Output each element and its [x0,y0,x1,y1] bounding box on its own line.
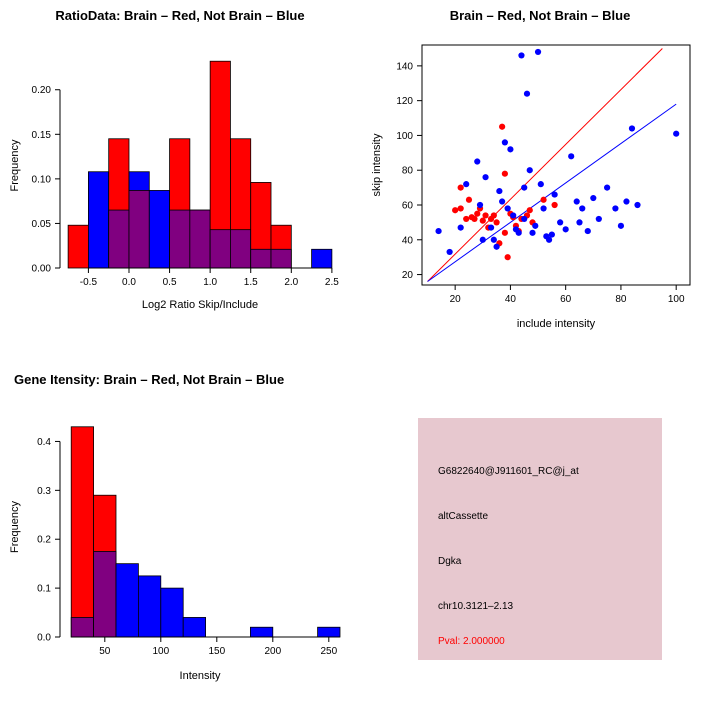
data-point [518,52,524,58]
hist-ratio-plot [0,23,360,343]
x-tick-label: 2.0 [284,277,299,288]
hist-bar [312,249,332,268]
data-point [482,212,488,218]
x-tick-label: 50 [99,646,111,657]
data-point [604,185,610,191]
data-point [623,198,629,204]
x-axis-label: Intensity [179,670,221,682]
data-point [499,198,505,204]
data-point [493,244,499,250]
x-axis-label: include intensity [516,318,596,330]
data-point [549,231,555,237]
data-point [493,219,499,225]
data-point [477,202,483,208]
plot-frame [422,45,690,285]
data-point [502,230,508,236]
scatter-plot [360,23,720,343]
data-point [516,230,522,236]
data-point [634,202,640,208]
hist-bar [149,190,169,268]
data-point [458,185,464,191]
hist-bar [68,225,88,268]
x-tick-label: 1.5 [243,277,258,288]
data-point [521,185,527,191]
data-point [496,188,502,194]
y-tick-label: 0.2 [37,534,51,546]
y-tick-label: 20 [401,270,413,282]
data-point [480,218,486,224]
data-point [529,230,535,236]
hist-bar-overlap [129,190,149,268]
x-tick-label: 0.5 [162,277,177,288]
x-tick-label: 250 [320,646,338,657]
data-point [612,205,618,211]
y-tick-label: 140 [396,61,413,73]
y-tick-label: 80 [401,165,413,177]
y-axis-label: Frequency [9,501,21,553]
data-point [507,146,513,152]
hist-bar [116,564,138,637]
hist-intensity-plot [0,387,360,707]
data-point [524,91,530,97]
data-point [463,216,469,222]
hist-ratio-bars [68,61,332,268]
data-point [521,216,527,222]
hist-bar [318,627,340,637]
hist-bar [88,172,108,268]
data-point [471,216,477,222]
info-pval: Pval: 2.000000 [438,636,505,647]
data-point [458,205,464,211]
hist-bar [71,427,93,637]
y-tick-label: 100 [396,130,413,142]
data-point [629,125,635,131]
data-point [505,205,511,211]
data-point [474,211,480,217]
data-point [502,171,508,177]
hist-bar [138,576,160,637]
data-point [532,223,538,229]
data-point [499,124,505,130]
data-point [576,219,582,225]
data-point [538,181,544,187]
x-tick-label: 2.5 [324,277,339,288]
info-probe-id: G6822640@J911601_RC@j_at [438,466,579,477]
data-point [466,197,472,203]
y-axis-label: Frequency [9,139,21,192]
scatter-series [435,49,679,255]
x-axis-label: Log2 Ratio Skip/Include [141,299,259,311]
data-point [552,202,558,208]
data-point [579,205,585,211]
data-point [618,223,624,229]
hist-intensity-bars [71,427,340,637]
gene-info-box [418,418,662,660]
data-point [452,207,458,213]
hist-bar [161,588,183,637]
data-point [590,195,596,201]
y-tick-label: 0.4 [37,436,51,448]
data-point [673,131,679,137]
hist-bar-overlap [94,551,116,637]
scatter-title: Brain – Red, Not Brain – Blue [449,8,631,23]
info-locus: chr10.3121–2.13 [438,601,514,612]
data-point [546,237,552,243]
data-point [458,225,464,231]
hist-bar-overlap [251,249,271,268]
hist-bar-overlap [210,230,230,268]
y-tick-label: 0.00 [31,263,51,275]
data-point [482,174,488,180]
x-tick-label: 1.0 [203,277,218,288]
y-axis-label: skip intensity [371,133,383,197]
data-point [502,139,508,145]
y-tick-label: 120 [396,96,413,108]
panel-hist-intensity [0,372,360,720]
data-point [435,228,441,234]
y-tick-label: 0.15 [31,129,51,141]
fit-line-brain-fit [428,48,663,281]
x-tick-label: 40 [504,294,516,305]
hist-bar [183,617,205,637]
data-point [574,198,580,204]
data-point [505,254,511,260]
data-point [474,158,480,164]
y-tick-label: 0.10 [31,174,51,186]
y-tick-label: 0.0 [37,632,51,644]
y-tick-label: 0.1 [37,583,51,595]
data-point [585,228,591,234]
data-point [563,226,569,232]
y-tick-label: 0.3 [37,485,51,497]
x-tick-label: 0.0 [122,277,136,288]
data-point [527,207,533,213]
data-point [540,197,546,203]
data-point [557,219,563,225]
x-tick-label: 80 [615,294,627,305]
y-tick-label: 60 [401,200,413,212]
panel-scatter [360,8,720,358]
data-point [480,237,486,243]
data-point [491,237,497,243]
hist-bar-overlap [271,249,291,268]
y-tick-label: 0.20 [31,85,51,97]
y-tick-label: 40 [401,235,413,247]
x-tick-label: 200 [264,646,282,657]
x-tick-label: 100 [667,294,685,305]
x-tick-label: -0.5 [79,277,98,288]
x-tick-label: 100 [152,646,170,657]
panel-hist-ratio [0,8,360,358]
hist-bar-overlap [170,210,190,268]
hist-ratio-title: RatioData: Brain – Red, Not Brain – Blue [55,8,305,23]
y-tick-label: 0.05 [31,218,51,230]
data-point [596,216,602,222]
data-point [535,49,541,55]
data-point [463,181,469,187]
data-point [488,225,494,231]
info-event-type: altCassette [438,511,489,522]
data-point [552,191,558,197]
data-point [568,153,574,159]
info-gene-symbol: Dgka [438,556,462,567]
data-point [540,205,546,211]
hist-bar [250,627,272,637]
data-point [447,249,453,255]
fit-line-not-brain-fit [428,104,677,281]
hist-bar-overlap [71,617,93,637]
x-tick-label: 20 [449,294,461,305]
data-point [527,167,533,173]
data-point [491,212,497,218]
x-tick-label: 150 [208,646,226,657]
data-point [510,212,516,218]
x-tick-label: 60 [560,294,572,305]
hist-bar-overlap [109,210,129,268]
hist-bar-overlap [190,210,210,268]
hist-intensity-title: Gene Itensity: Brain – Red, Not Brain – Blue [14,372,285,387]
hist-bar-overlap [230,230,250,268]
